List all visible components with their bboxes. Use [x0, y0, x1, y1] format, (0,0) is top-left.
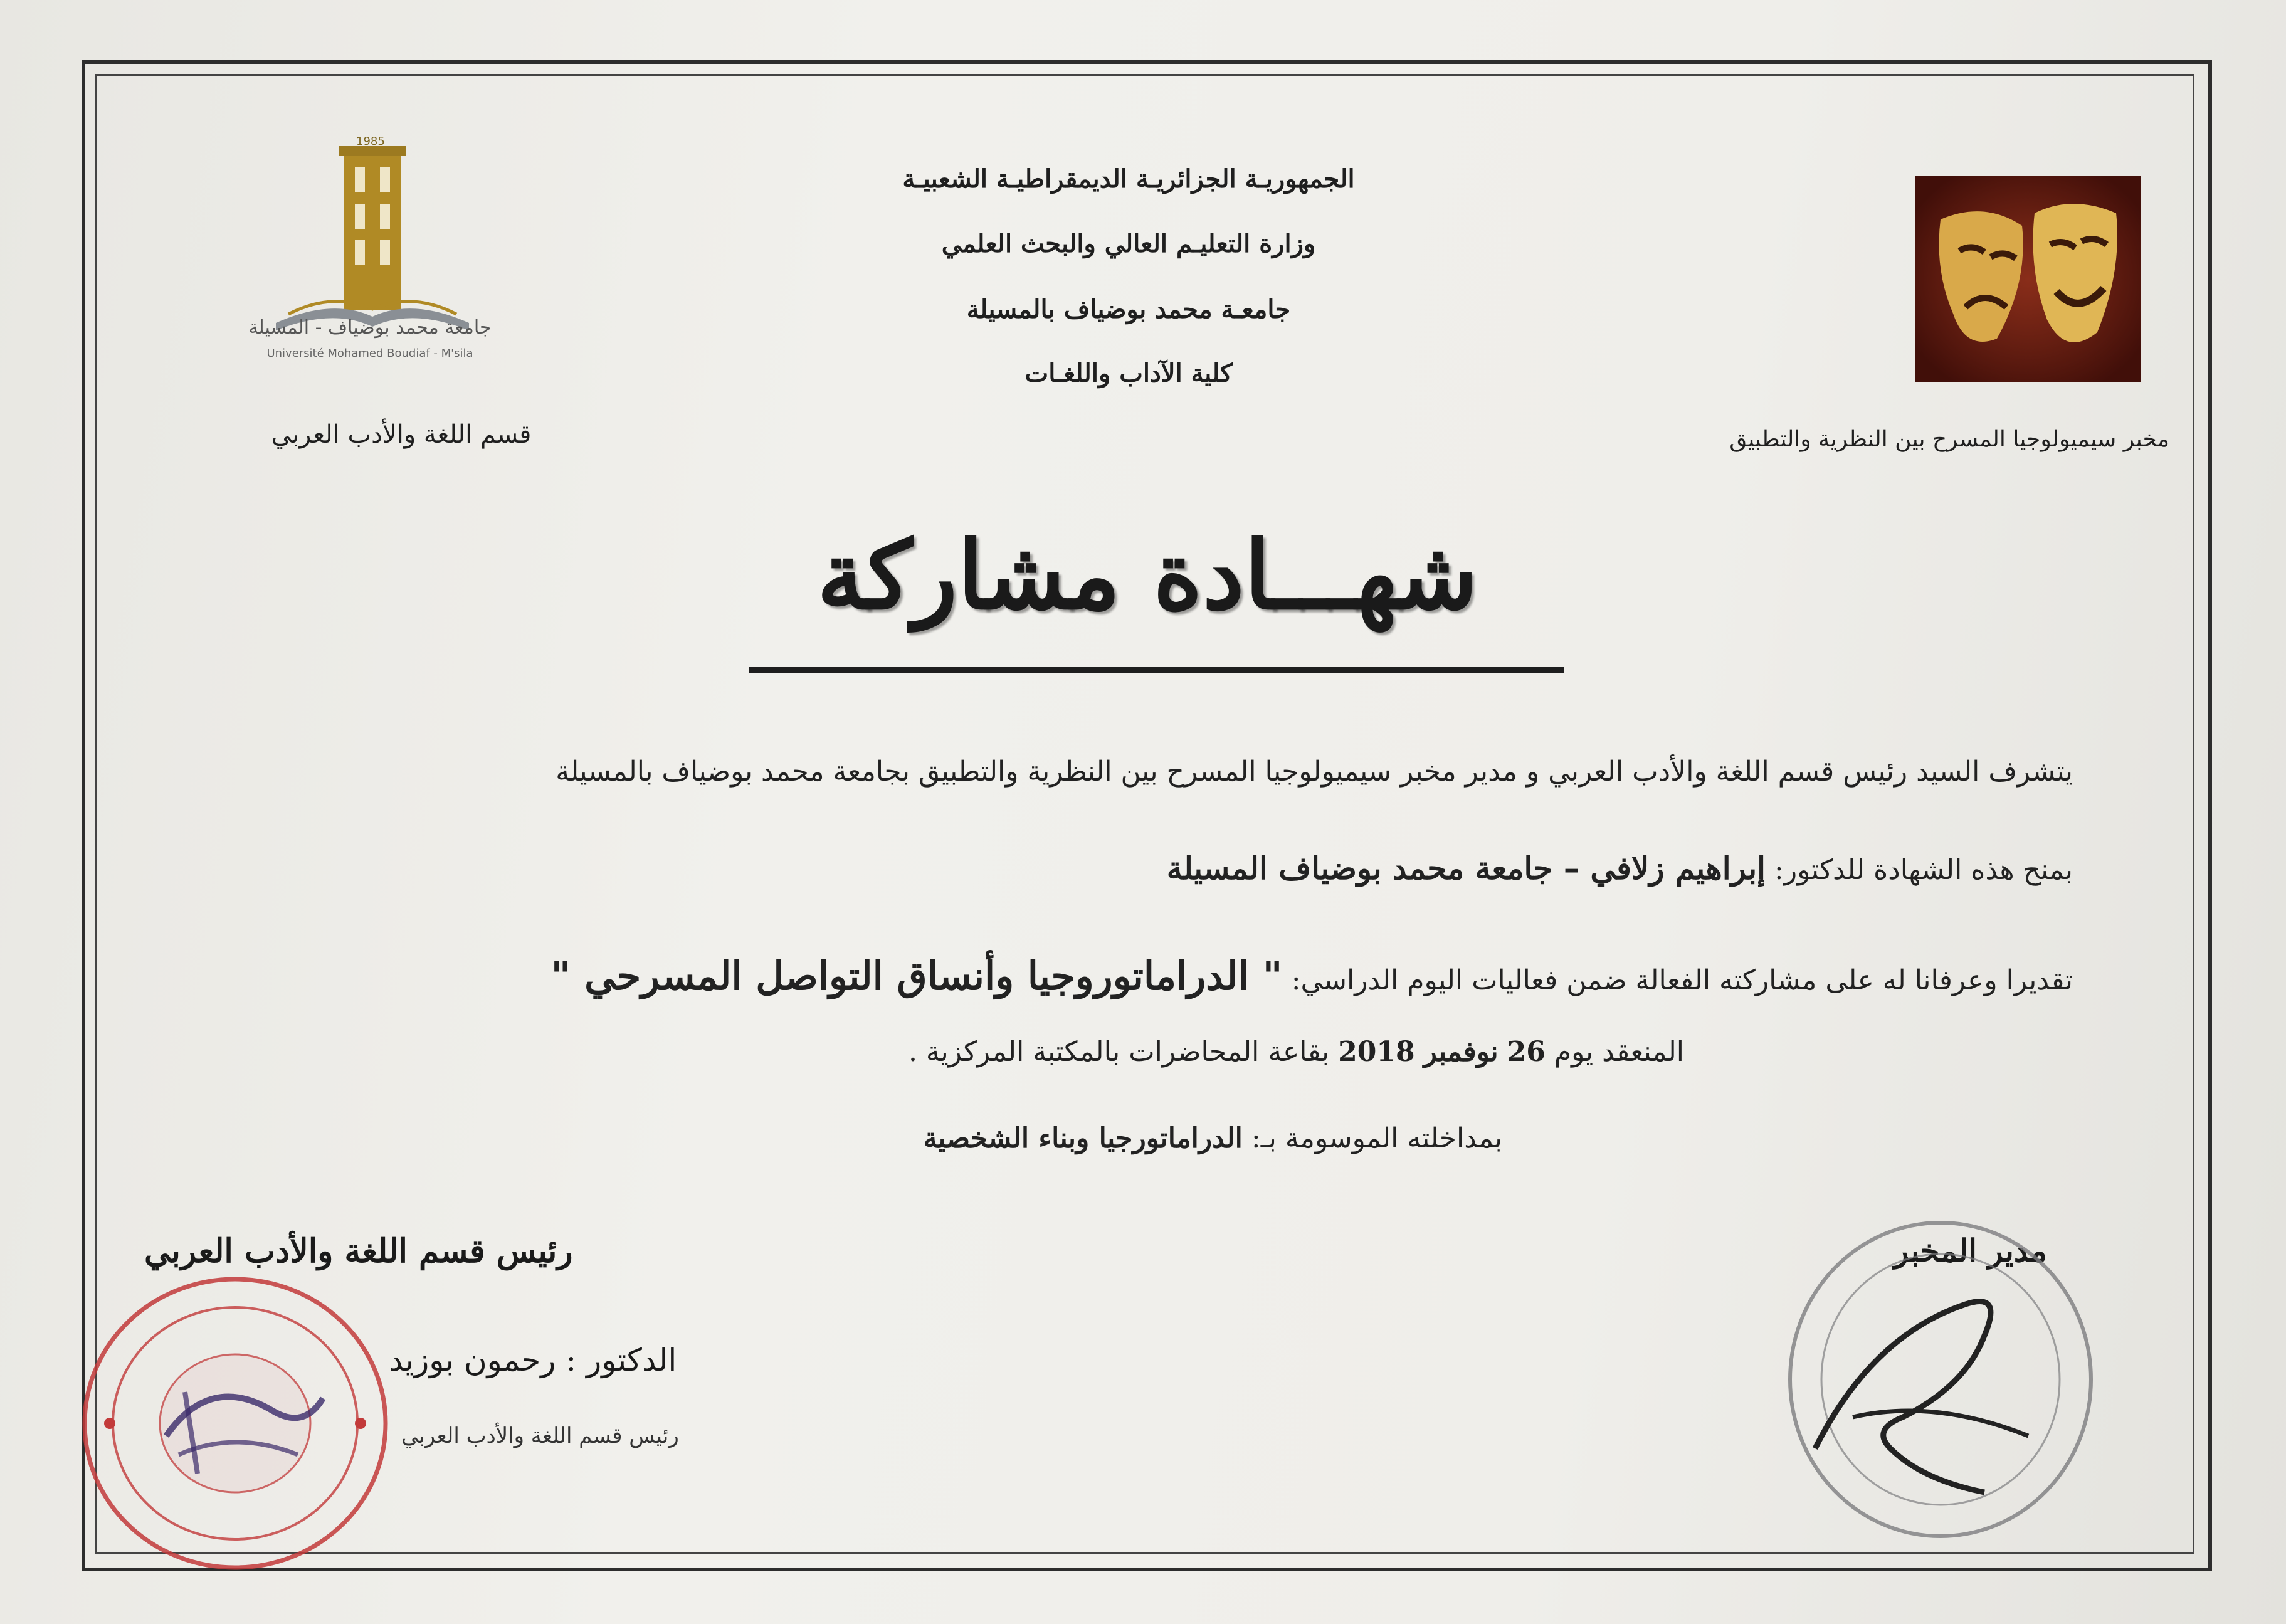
department-head-title: رئيس قسم اللغة والأدب العربي	[144, 1232, 573, 1270]
theatre-masks-icon	[1915, 176, 2141, 382]
held-on-label: المنعقد يوم	[1554, 1036, 1684, 1068]
event-venue: بقاعة المحاضرات بالمكتبة المركزية .	[908, 1036, 1330, 1068]
red-department-stamp	[72, 1267, 398, 1580]
theatre-lab-logo	[1915, 176, 2141, 382]
body-line-3	[550, 953, 2073, 999]
logo-name-arabic: جامعة محمد بوضياف - المسيلة	[248, 317, 492, 339]
body-line-5	[924, 1122, 1502, 1154]
event-year: 2018	[1338, 1036, 1415, 1068]
paper-title: الدراماتورجيا وبناء الشخصية	[923, 1122, 1243, 1154]
lab-name: مخبر سيميولوجيا المسرح بين النظرية والتطبيق	[1729, 426, 2169, 452]
paper-prefix: بمداخلته الموسومة بـ:	[1251, 1122, 1502, 1154]
header-ministry: وزارة التعليـم العالي والبحث العلمي	[941, 229, 1316, 258]
appreciation-prefix: تقديرا وعرفانا له على مشاركته الفعالة ضمن فعاليات اليوم الدراسي:	[1291, 964, 2073, 996]
logo-name-french: Université Mohamed Boudiaf - M'sila	[266, 347, 473, 360]
university-logo	[238, 135, 502, 379]
body-line-2	[1167, 850, 2073, 887]
header-faculty: كلية الآداب واللغـات	[1024, 359, 1233, 388]
title-underline	[749, 667, 1564, 673]
header-university: جامعـة محمد بوضياف بالمسيلة	[966, 295, 1291, 324]
award-prefix: بمنح هذه الشهادة للدكتور:	[1774, 854, 2073, 886]
university-tower-logo-icon	[238, 135, 502, 348]
logo-year: 1985	[356, 135, 385, 148]
body-line-1: يتشرف السيد رئيس قسم اللغة والأدب العربي و مدير مخبر سيميولوجيا المسرح بين النظرية والتطبيق بجامعة محمد بوضياف بالمسيلة	[556, 756, 2073, 788]
recipient-name: إبراهيم زلافي – جامعة محمد بوضياف المسيلة	[1166, 850, 1766, 887]
certificate-title: شهـــادة مشاركة	[816, 520, 1478, 631]
event-day: 26	[1507, 1036, 1546, 1068]
department-name: قسم اللغة والأدب العربي	[271, 420, 532, 449]
body-line-4	[909, 1036, 1684, 1068]
department-head-name: الدكتور : رحمون بوزيد	[389, 1342, 677, 1378]
stamp-note: رئيس قسم اللغة والأدب العربي	[401, 1423, 679, 1448]
event-month: نوفمبر	[1423, 1036, 1499, 1068]
lab-director-title: مدير المخبر	[1894, 1232, 2047, 1269]
study-day-topic: " الدراماتوروجيا وأنساق التواصل المسرحي "	[550, 953, 1283, 999]
header-republic: الجمهوريـة الجزائريـة الديمقراطيـة الشعبيـة	[902, 164, 1355, 194]
grey-lab-stamp	[1778, 1210, 2104, 1549]
